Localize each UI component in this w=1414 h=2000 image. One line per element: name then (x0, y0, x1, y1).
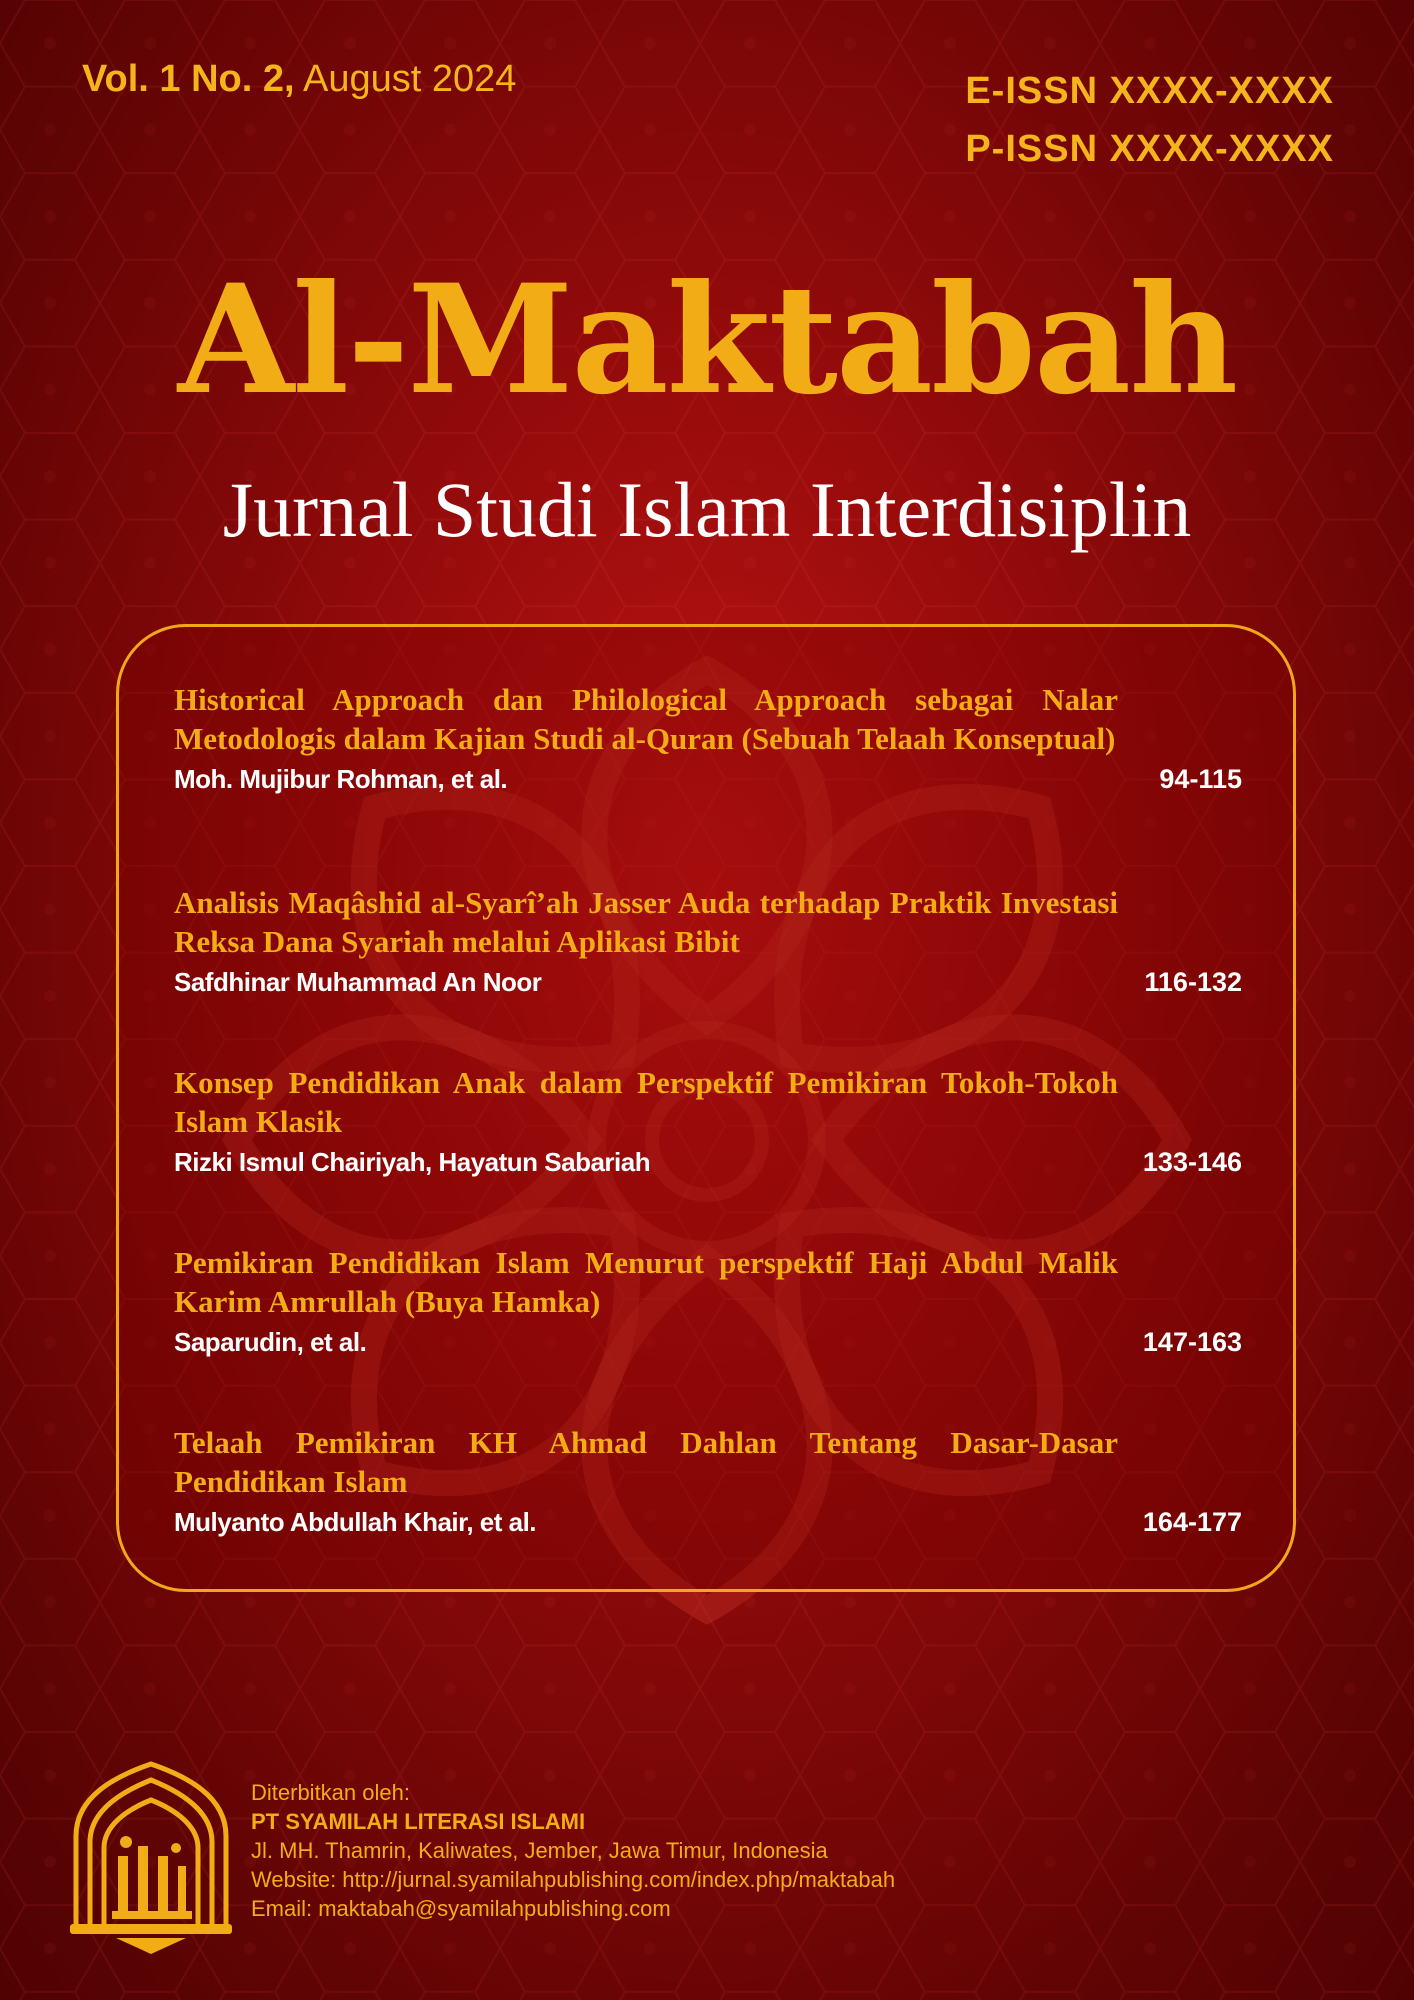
publisher-info (251, 1778, 895, 1923)
article-pages: 164-177 (1142, 1507, 1242, 1537)
article-title[interactable]: Pemikiran Pendidikan Islam Menurut perspektif Haji Abdul Malik Karim Amrullah (Buya Hamka) (174, 1245, 1118, 1319)
volume-number: Vol. 1 No. 2, (82, 58, 295, 100)
article-authors: Moh. Mujibur Rohman, et al. (174, 764, 508, 794)
issue-date: August 2024 (294, 58, 517, 100)
article-entry (174, 680, 1242, 795)
article-pages: 116-132 (1144, 967, 1242, 997)
article-pages: 133-146 (1142, 1147, 1242, 1177)
journal-title: Al-Maktabah (177, 252, 1237, 428)
volume-issue (82, 58, 516, 101)
article-title[interactable]: Analisis Maqâshid al-Syarî’ah Jasser Auda terhadap Praktik Investasi Reksa Dana Syariah melalui Aplikasi Bibit (174, 885, 1118, 959)
journal-subtitle: Jurnal Studi Islam Interdisiplin (222, 466, 1192, 553)
article-authors: Rizki Ismul Chairiyah, Hayatun Sabariah (174, 1147, 651, 1177)
article-authors: Safdhinar Muhammad An Noor (174, 967, 542, 997)
eissn: E-ISSN XXXX-XXXX (965, 70, 1334, 112)
article-pages: 147-163 (1142, 1327, 1242, 1357)
article-pages: 94-115 (1159, 764, 1242, 794)
article-authors: Mulyanto Abdullah Khair, et al. (174, 1507, 537, 1537)
publisher-logo-icon (66, 1756, 236, 1956)
article-entry (174, 1243, 1242, 1358)
publisher-website-link[interactable]: Website: http://jurnal.syamilahpublishing.com/index.php/maktabah (251, 1867, 896, 1892)
issn-block (965, 62, 1334, 178)
article-title[interactable]: Telaah Pemikiran KH Ahmad Dahlan Tentang Dasar-Dasar Pendidikan Islam (174, 1425, 1118, 1499)
article-authors: Saparudin, et al. (174, 1327, 367, 1357)
article-entry (174, 883, 1242, 998)
publisher-name: PT SYAMILAH LITERASI ISLAMI (251, 1809, 586, 1834)
article-title[interactable]: Konsep Pendidikan Anak dalam Perspektif Pemikiran Tokoh-Tokoh Islam Klasik (174, 1065, 1118, 1139)
publisher-email-link[interactable]: Email: maktabah@syamilahpublishing.com (251, 1896, 671, 1921)
article-title[interactable]: Historical Approach dan Philological Approach sebagai Nalar Metodologis dalam Kajian Studi al-Quran (Sebuah Telaah Konseptual) (174, 682, 1118, 756)
article-entry (174, 1423, 1242, 1538)
publisher-address: Jl. MH. Thamrin, Kaliwates, Jember, Jawa Timur, Indonesia (251, 1838, 828, 1863)
pissn: P-ISSN XXXX-XXXX (965, 128, 1334, 170)
article-entry (174, 1063, 1242, 1178)
published-by-label: Diterbitkan oleh: (251, 1780, 410, 1805)
